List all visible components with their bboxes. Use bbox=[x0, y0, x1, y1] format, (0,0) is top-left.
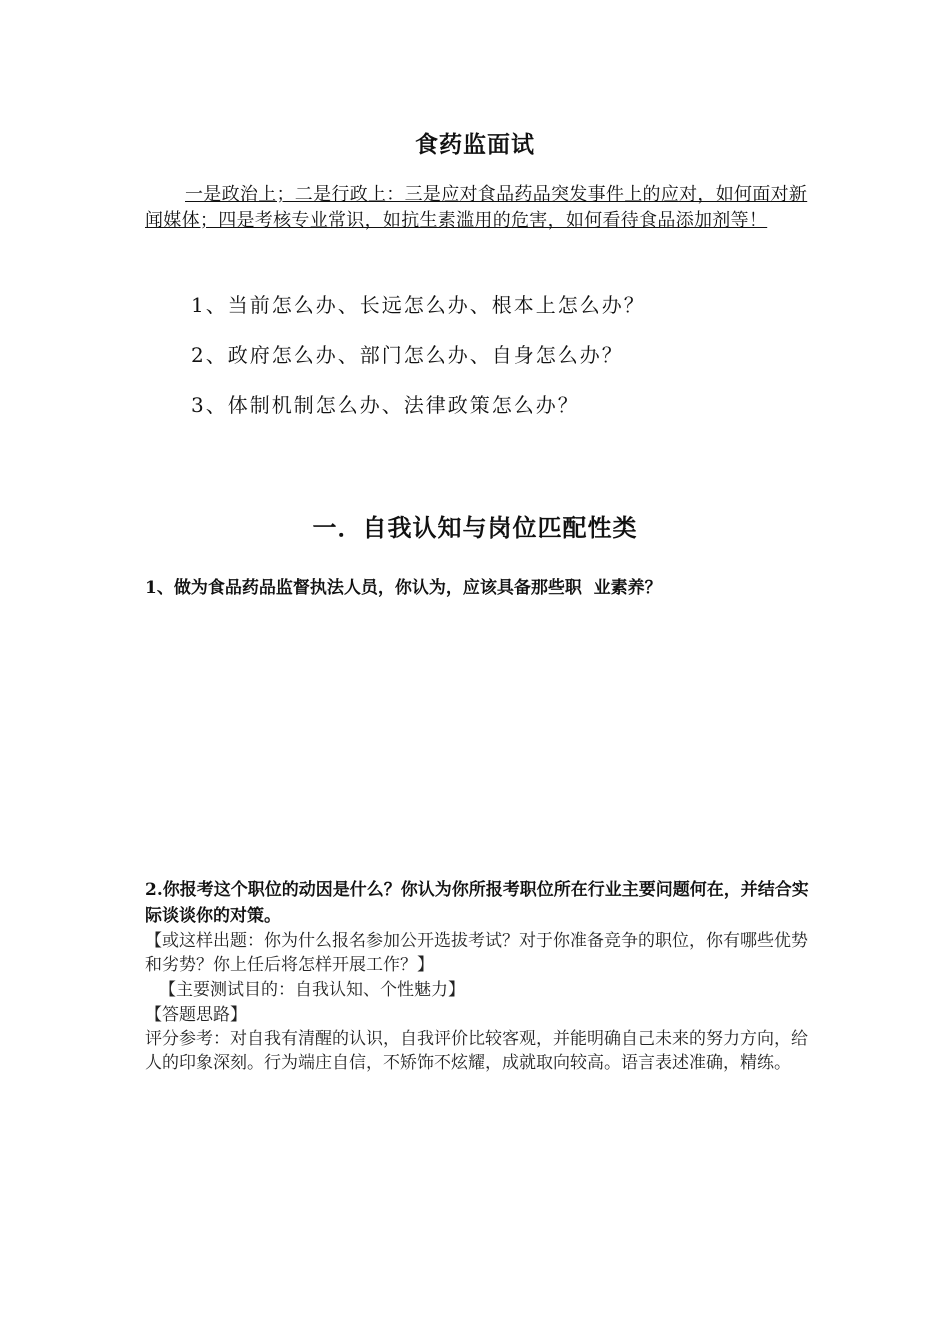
document-title: 食药监面试 bbox=[415, 132, 535, 158]
question-list bbox=[191, 290, 646, 440]
list-item: 3、体制机制怎么办、法律政策怎么办？ bbox=[191, 393, 580, 417]
question-2-approach: 【答题思路】 bbox=[145, 1005, 247, 1025]
question-2-purpose: 【主要测试目的：自我认知、个性魅力】 bbox=[159, 980, 465, 1000]
question-2-scoring: 评分参考：对自我有清醒的认识，自我评价比较客观，并能明确自己未来的努力方向，给人的印象深刻。行为端庄自信，不矫饰不炫耀，成就取向较高。语言表述准确，精练。 bbox=[145, 1029, 808, 1073]
list-item: 2、政府怎么办、部门怎么办、自身怎么办？ bbox=[191, 343, 624, 367]
question-2: 2.你报考这个职位的动因是什么？你认为你所报考职位所在行业主要问题何在，并结合实际谈谈你的对策。 bbox=[145, 880, 809, 926]
question-2-alternative: 【或这样出题：你为什么报名参加公开选拔考试？对于你准备竞争的职位，你有哪些优势和劣势？你上任后将怎样开展工作？】 bbox=[145, 931, 808, 975]
question-1: 1、做为食品药品监督执法人员，你认为，应该具备那些职 业素养？ bbox=[145, 578, 662, 598]
list-item: 1、当前怎么办、长远怎么办、根本上怎么办？ bbox=[191, 293, 646, 317]
intro-paragraph: 一是政治上；二是行政上：三是应对食品药品突发事件上的应对，如何面对新闻媒体；四是考核专业常识，如抗生素滥用的危害，如何看待食品添加剂等！ bbox=[145, 184, 808, 231]
section-heading: 一．自我认知与岗位匹配性类 bbox=[312, 514, 638, 542]
